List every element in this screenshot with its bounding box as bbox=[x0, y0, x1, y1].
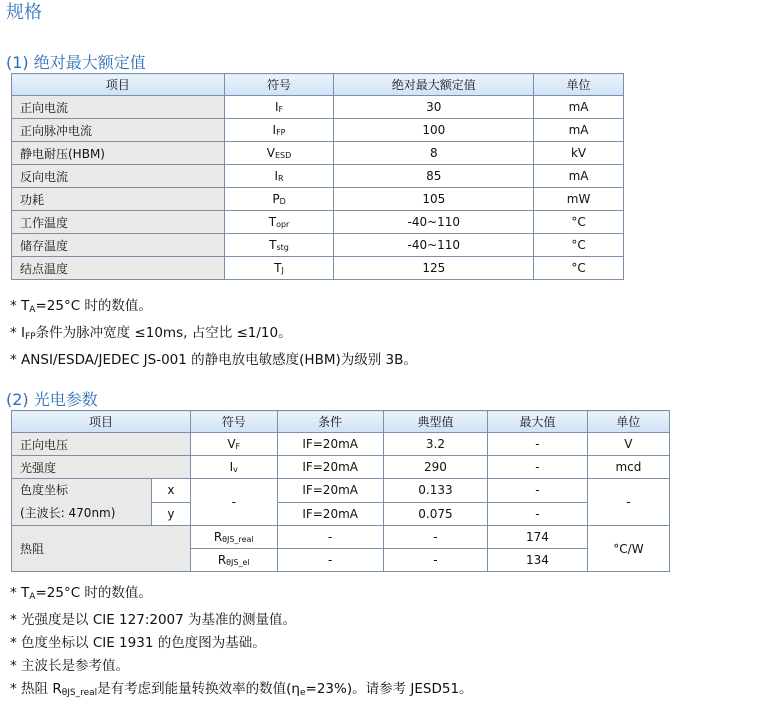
table-row bbox=[12, 165, 624, 188]
note-luminous: * 光强度是以 CIE 127:2007 为基准的测量值。 bbox=[10, 612, 297, 628]
row-symbol: $I_R$ bbox=[224, 165, 334, 188]
row-unit: °C bbox=[534, 234, 624, 257]
table-row bbox=[12, 257, 624, 280]
header-unit: 单位 bbox=[587, 411, 669, 433]
row-label: 功耗 bbox=[12, 188, 225, 211]
section1-notes bbox=[10, 295, 417, 372]
header-symbol: 符号 bbox=[190, 411, 277, 433]
row-label: 结点温度 bbox=[12, 257, 225, 280]
optical-table bbox=[11, 410, 670, 572]
row-condition: - bbox=[277, 526, 383, 549]
note-esd: * ANSI/ESDA/JEDEC JS-001 的静电放电敏感度(HBM)为级别 3B。 bbox=[10, 352, 417, 368]
table-header-row bbox=[12, 74, 624, 96]
row-unit: kV bbox=[534, 142, 624, 165]
row-symbol: $R_{\theta JS\_real}$ bbox=[190, 526, 277, 549]
row-unit: °C/W bbox=[587, 526, 669, 572]
row-symbol: $I_F$ bbox=[224, 96, 334, 119]
row-symbol: $T_{opr}$ bbox=[224, 211, 334, 234]
row-value: 85 bbox=[334, 165, 534, 188]
row-condition: IF=20mA bbox=[277, 502, 383, 526]
row-symbol: $I_{FP}$ bbox=[224, 119, 334, 142]
table-row bbox=[12, 188, 624, 211]
row-symbol: $R_{\theta JS\_el}$ bbox=[190, 549, 277, 572]
row-symbol: $T_{stg}$ bbox=[224, 234, 334, 257]
row-value: 105 bbox=[334, 188, 534, 211]
row-label-chroma: 色度坐标 (主波长: 470nm) bbox=[12, 479, 152, 526]
row-unit: mcd bbox=[587, 456, 669, 479]
row-value: -40~110 bbox=[334, 211, 534, 234]
row-label: 正向电压 bbox=[12, 433, 191, 456]
row-max: - bbox=[488, 456, 588, 479]
row-label: 储存温度 bbox=[12, 234, 225, 257]
note-ta: * $T_A=25^\circ C$ 时的数值。 bbox=[10, 298, 152, 315]
table-row bbox=[12, 142, 624, 165]
row-symbol: $I_v$ bbox=[190, 456, 277, 479]
header-rating: 绝对最大额定值 bbox=[334, 74, 534, 96]
row-max: - bbox=[488, 502, 588, 526]
row-typical: 0.133 bbox=[383, 479, 487, 503]
table-row-forward-voltage bbox=[12, 433, 670, 456]
row-unit: V bbox=[587, 433, 669, 456]
table-row-thermal-real bbox=[12, 526, 670, 549]
table-row bbox=[12, 119, 624, 142]
page-title: 规格 bbox=[6, 2, 42, 23]
row-value: 8 bbox=[334, 142, 534, 165]
row-symbol: $T_J$ bbox=[224, 257, 334, 280]
row-unit: mA bbox=[534, 165, 624, 188]
header-condition: 条件 bbox=[277, 411, 383, 433]
row-label: 反向电流 bbox=[12, 165, 225, 188]
row-unit: mW bbox=[534, 188, 624, 211]
row-unit: - bbox=[587, 479, 669, 526]
row-symbol: $P_D$ bbox=[224, 188, 334, 211]
chroma-y-label: y bbox=[151, 502, 190, 526]
row-label: 正向脉冲电流 bbox=[12, 119, 225, 142]
note-chroma: * 色度坐标以 CIE 1931 的色度图为基础。 bbox=[10, 635, 266, 651]
table-row bbox=[12, 234, 624, 257]
table-header-row bbox=[12, 411, 670, 433]
row-typical: - bbox=[383, 526, 487, 549]
row-typical: - bbox=[383, 549, 487, 572]
note-thermal: * 热阻 $R_{\theta JS\_real}$是有考虑到能量转换效率的数值$(\eta_e=23\%)$。请参考 JESD51。 bbox=[10, 681, 473, 698]
row-label: 正向电流 bbox=[12, 96, 225, 119]
note-wavelength: * 主波长是参考值。 bbox=[10, 658, 130, 674]
table-row-chroma-x bbox=[12, 479, 670, 503]
header-item: 项目 bbox=[12, 74, 225, 96]
row-typical: 3.2 bbox=[383, 433, 487, 456]
row-symbol: $V_{ESD}$ bbox=[224, 142, 334, 165]
row-condition: IF=20mA bbox=[277, 456, 383, 479]
row-max: - bbox=[488, 479, 588, 503]
header-symbol: 符号 bbox=[224, 74, 334, 96]
row-typical: 290 bbox=[383, 456, 487, 479]
row-unit: mA bbox=[534, 96, 624, 119]
row-unit: mA bbox=[534, 119, 624, 142]
row-label: 工作温度 bbox=[12, 211, 225, 234]
row-condition: IF=20mA bbox=[277, 433, 383, 456]
row-value: 100 bbox=[334, 119, 534, 142]
note-ifp: * $I_{FP}$条件为脉冲宽度 ≤10ms, 占空比 ≤1/10。 bbox=[10, 325, 292, 342]
note-ta: * $T_A=25^\circ C$ 时的数值。 bbox=[10, 585, 152, 602]
section2-notes bbox=[10, 582, 473, 705]
row-max: 174 bbox=[488, 526, 588, 549]
row-condition: - bbox=[277, 549, 383, 572]
section-title-absolute-max: (1) 绝对最大额定值 bbox=[6, 53, 146, 72]
table-row-luminous-intensity bbox=[12, 456, 670, 479]
row-label: 静电耐压(HBM) bbox=[12, 142, 225, 165]
row-max: 134 bbox=[488, 549, 588, 572]
table-row bbox=[12, 96, 624, 119]
table-row bbox=[12, 211, 624, 234]
chroma-x-label: x bbox=[151, 479, 190, 503]
row-value: -40~110 bbox=[334, 234, 534, 257]
header-max: 最大值 bbox=[488, 411, 588, 433]
row-max: - bbox=[488, 433, 588, 456]
row-symbol: - bbox=[190, 479, 277, 526]
header-item: 项目 bbox=[12, 411, 191, 433]
row-symbol: $V_F$ bbox=[190, 433, 277, 456]
header-typical: 典型值 bbox=[383, 411, 487, 433]
header-unit: 单位 bbox=[534, 74, 624, 96]
row-label: 热阻 bbox=[12, 526, 191, 572]
row-label: 光强度 bbox=[12, 456, 191, 479]
row-value: 30 bbox=[334, 96, 534, 119]
row-unit: °C bbox=[534, 211, 624, 234]
row-condition: IF=20mA bbox=[277, 479, 383, 503]
absolute-max-table bbox=[11, 73, 624, 280]
row-unit: °C bbox=[534, 257, 624, 280]
row-value: 125 bbox=[334, 257, 534, 280]
section-title-optical: (2) 光电参数 bbox=[6, 390, 98, 409]
row-typical: 0.075 bbox=[383, 502, 487, 526]
